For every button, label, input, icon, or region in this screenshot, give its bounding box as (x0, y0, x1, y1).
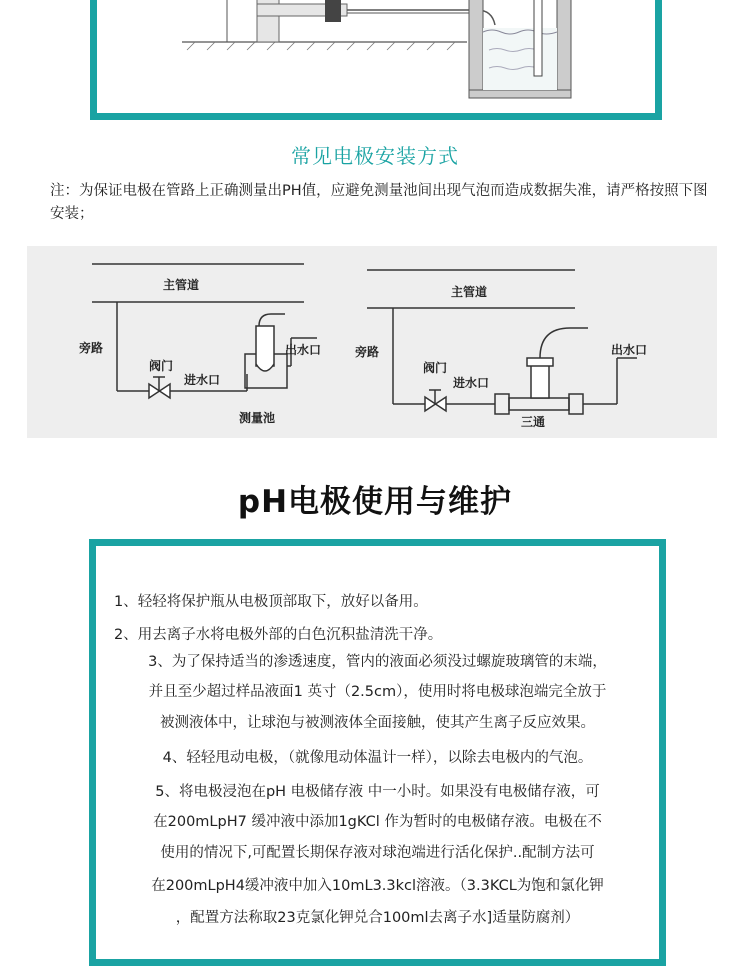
left-outlet-label: 出水口 (285, 343, 322, 357)
right-outlet-label: 出水口 (611, 343, 648, 357)
left-main-pipe-label: 主管道 (163, 278, 200, 292)
step-line: 在200mLpH4缓冲液中加入10mL3.3kcl溶液。（3.3KCL为饱和氯化钾 (151, 878, 604, 894)
step-line: 1、轻轻将保护瓶从电极顶部取下，放好以备用。 (114, 594, 428, 610)
right-main-pipe-label: 主管道 (451, 285, 488, 299)
step-line: 5、将电极浸泡在pH 电极储存液 中一小时。如果没有电极储存液，可 (155, 784, 600, 800)
step-line: 使用的情况下,可配置长期保存液对球泡端进行活化保护..配制方法可 (160, 845, 595, 861)
right-inlet-label: 进水口 (453, 376, 490, 390)
install-note: 注：为保证电极在管路上正确测量出PH值，应避免测量池间出现气泡而造成数据失准，请严格按照下图安装； (50, 183, 708, 222)
section-title: 常见电极安装方式 (291, 144, 459, 168)
step-line: 并且至少超过样品液面1 英寸（2.5cm），使用时将电极球泡端完全放于 (148, 684, 607, 700)
install-drawing-svg (97, 0, 655, 113)
right-valve-label: 阀门 (423, 361, 448, 375)
main-heading: pH电极使用与维护 (237, 484, 513, 520)
top-install-drawing (90, 0, 662, 120)
install-diagram-panel (27, 246, 717, 438)
step-line: 2、用去离子水将电极外部的白色沉积盐清洗干净。 (114, 627, 443, 643)
left-inlet-label: 进水口 (184, 373, 221, 387)
left-valve-label: 阀门 (149, 359, 174, 373)
step-line: 3、为了保持适当的渗透速度，管内的液面必须没过螺旋玻璃管的末端， (148, 654, 607, 670)
right-bypass-label: 旁路 (355, 345, 380, 359)
step-line: 在200mLpH7 缓冲液中添加1gKCl 作为暂时的电极储存液。电极在不 (153, 814, 602, 830)
step-line: 4、轻轻甩动电极，（就像甩动体温计一样），以除去电极内的气泡。 (162, 750, 593, 766)
right-tee-label: 三通 (521, 415, 546, 429)
maintenance-steps-box (89, 539, 666, 966)
step-line: 被测液体中，让球泡与被测液体全面接触，使其产生离子反应效果。 (160, 715, 595, 731)
left-bypass-label: 旁路 (79, 341, 104, 355)
left-pool-label: 测量池 (239, 411, 276, 425)
install-schematic (27, 246, 717, 438)
step-line: ，配置方法称取23克氯化钾兑合100ml去离子水]适量防腐剂） (175, 910, 580, 926)
